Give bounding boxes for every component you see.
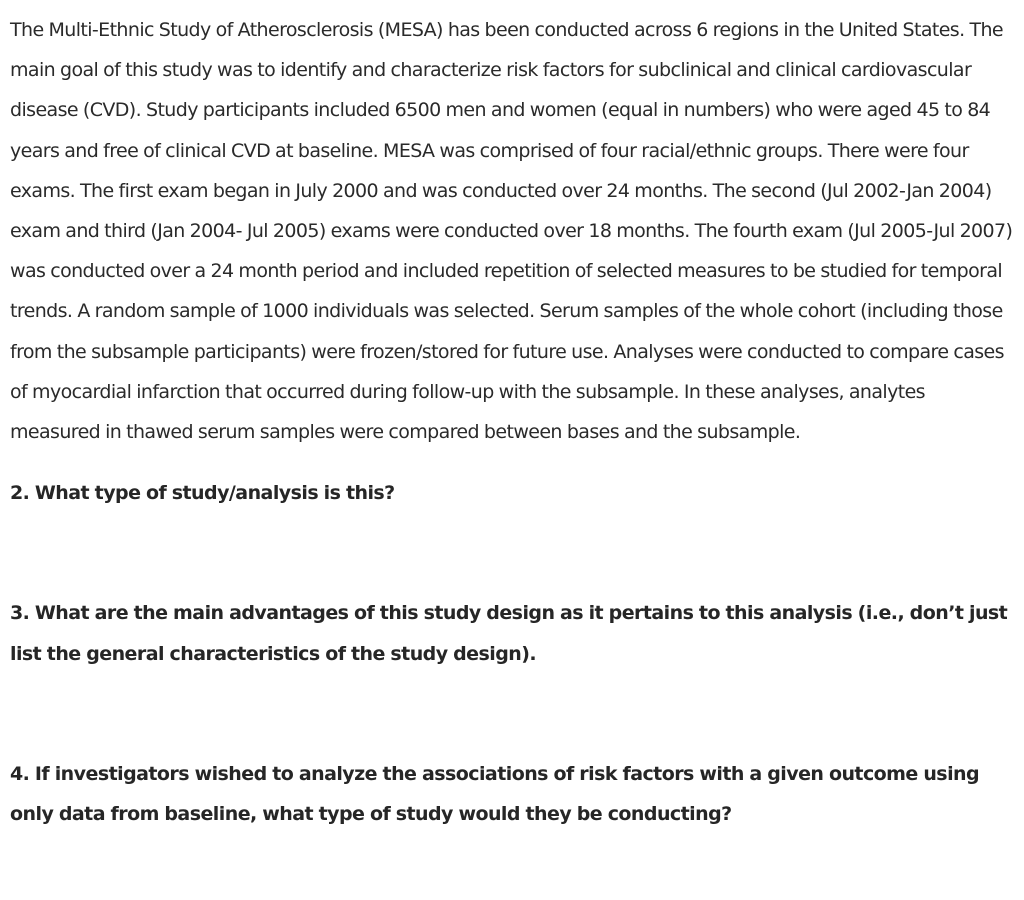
question-2: 2. What type of study/analysis is this?	[10, 482, 395, 505]
intro-paragraph: The Multi-Ethnic Study of Atherosclerosis (MESA) has been conducted across 6 regions in the United States. The main goal of this study was to identify and characterize risk factors for subclinical and clinical cardiovascular disease (CVD). Study participants included 6500 men and women (equal in numbers) who were aged 45 to 84 years and free of clinical CVD at baseline. MESA was comprised of four racial/ethnic groups. There were four exams. The first exam began in July 2000 and was conducted over 24 months. The second (Jul 2002-Jan 2004) exam and third (Jan 2004- Jul 2005) exams were conducted over 18 months. The fourth exam (Jul 2005-Jul 2007) was conducted over a 24 month period and included repetition of selected measures to be studied for temporal trends. A random sample of 1000 individuals was selected. Serum samples of the whole cohort (including those from the subsample participants) were frozen/stored for future use. Analyses were conducted to compare cases of myocardial infarction that occurred during follow-up with the subsample. In these analyses, analytes measured in thawed serum samples were compared between bases and the subsample.	[10, 19, 1013, 444]
question-4: 4. If investigators wished to analyze the associations of risk factors with a given outcome using only data from baseline, what type of study would they be conducting?	[10, 762, 980, 826]
question-3: 3. What are the main advantages of this study design as it pertains to this analysis (i.e., don’t just list the general characteristics of the study design).	[10, 602, 1008, 665]
document-body	[10, 10, 1014, 834]
